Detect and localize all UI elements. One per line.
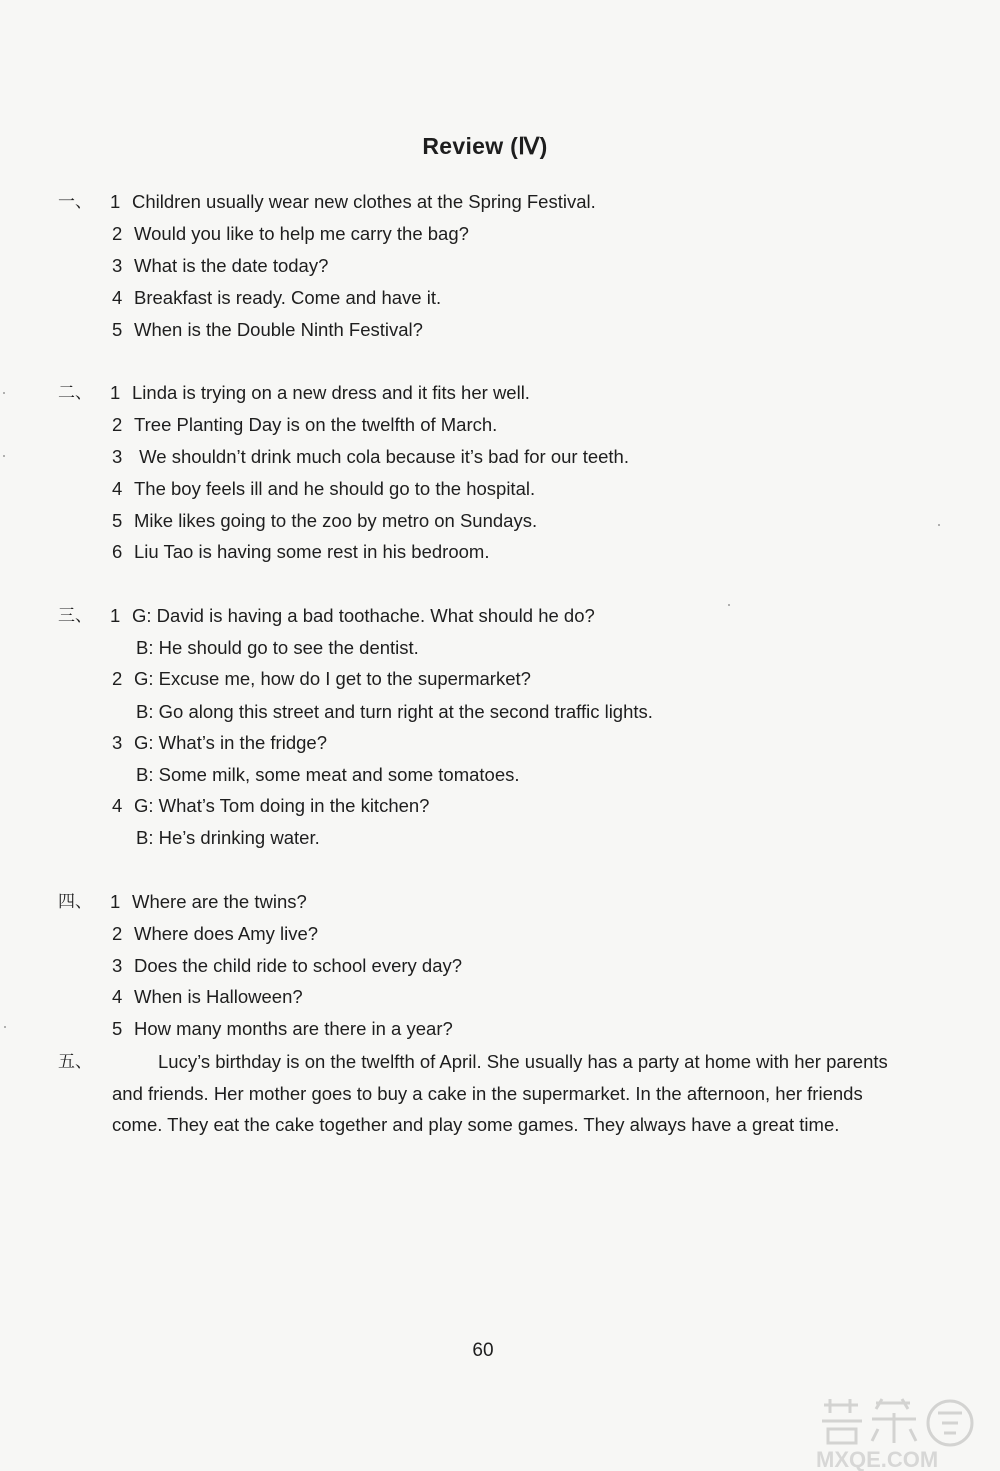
- dialogue-line: [136, 822, 320, 854]
- scan-speck: [728, 604, 730, 606]
- item-text: Where are the twins?: [132, 891, 307, 912]
- list-item: [112, 218, 469, 250]
- item-number: 2: [112, 223, 123, 244]
- dialogue-line: [136, 759, 520, 791]
- item-number: 5: [112, 1018, 123, 1039]
- item-number: 3: [112, 446, 123, 467]
- boy-line: B: He should go to see the dentist.: [136, 637, 419, 658]
- dialogue-line: [112, 790, 429, 822]
- item-number: 4: [112, 478, 123, 499]
- boy-line: B: Some milk, some meat and some tomatoes.: [136, 764, 520, 785]
- item-number: 2: [112, 668, 123, 689]
- boy-line: B: He’s drinking water.: [136, 827, 320, 848]
- item-number: 2: [112, 923, 123, 944]
- item-text: The boy feels ill and he should go to the hospital.: [134, 478, 536, 499]
- list-item: [112, 505, 537, 537]
- list-item: [112, 441, 629, 473]
- item-number: 6: [112, 541, 123, 562]
- item-number: 3: [112, 732, 123, 753]
- list-item: [112, 536, 489, 568]
- item-number: 1: [110, 605, 121, 626]
- list-item: [112, 1013, 453, 1045]
- section-marker: 五、: [58, 1052, 92, 1072]
- watermark-logo: [810, 1395, 990, 1471]
- item-text: Liu Tao is having some rest in his bedroom.: [134, 541, 490, 562]
- girl-line: G: Excuse me, how do I get to the supermarket?: [134, 668, 531, 689]
- item-text: How many months are there in a year?: [134, 1018, 453, 1039]
- item-text: Linda is trying on a new dress and it fits her well.: [132, 382, 530, 403]
- girl-line: G: David is having a bad toothache. What should he do?: [132, 605, 595, 626]
- list-item: [110, 886, 307, 918]
- item-text: Where does Amy live?: [134, 923, 319, 944]
- section-marker: 一、: [58, 192, 92, 212]
- dialogue-line: [112, 663, 531, 695]
- list-item: [112, 314, 423, 346]
- item-text: What is the date today?: [134, 255, 329, 276]
- item-number: 4: [112, 986, 123, 1007]
- list-item: [112, 950, 462, 982]
- section-marker: 三、: [58, 606, 92, 626]
- list-item: [112, 282, 441, 314]
- boy-line: B: Go along this street and turn right at the second traffic lights.: [136, 701, 653, 722]
- list-item: [112, 409, 497, 441]
- scan-speck: [3, 455, 5, 457]
- dialogue-line: [136, 632, 419, 664]
- item-text: Does the child ride to school every day?: [134, 955, 463, 976]
- item-number: 3: [112, 255, 123, 276]
- item-number: 5: [112, 319, 123, 340]
- item-number: 2: [112, 414, 123, 435]
- item-text: When is Halloween?: [134, 986, 303, 1007]
- item-text: Breakfast is ready. Come and have it.: [134, 287, 442, 308]
- list-item: [112, 250, 328, 282]
- dialogue-line: [110, 600, 595, 632]
- list-item: [110, 186, 596, 218]
- item-text: Children usually wear new clothes at the Spring Festival.: [132, 191, 596, 212]
- section-marker: 二、: [58, 383, 92, 403]
- item-number: 5: [112, 510, 123, 531]
- girl-line: G: What’s Tom doing in the kitchen?: [134, 795, 430, 816]
- scan-speck: [938, 524, 940, 526]
- scan-speck: [4, 1026, 6, 1028]
- list-item: [112, 918, 318, 950]
- watermark-text: MXQE.COM: [816, 1447, 939, 1471]
- item-text: Tree Planting Day is on the twelfth of March.: [134, 414, 498, 435]
- page-title: Review (Ⅳ): [422, 133, 548, 159]
- page-number: 60: [472, 1340, 494, 1361]
- item-number: 1: [110, 382, 121, 403]
- dialogue-line: [112, 727, 327, 759]
- list-item: [110, 377, 530, 409]
- list-item: [112, 981, 303, 1013]
- item-number: 4: [112, 287, 123, 308]
- dialogue-line: [136, 696, 653, 728]
- item-number: 3: [112, 955, 123, 976]
- item-text: Mike likes going to the zoo by metro on Sundays.: [134, 510, 538, 531]
- item-number: 1: [110, 891, 121, 912]
- item-text: When is the Double Ninth Festival?: [134, 319, 423, 340]
- item-text: Would you like to help me carry the bag?: [134, 223, 469, 244]
- item-number: 1: [110, 191, 121, 212]
- section-marker: 四、: [58, 892, 92, 912]
- item-number: 4: [112, 795, 123, 816]
- item-text: We shouldn’t drink much cola because it’s bad for our teeth.: [134, 446, 629, 467]
- scan-speck: [3, 392, 5, 394]
- passage-paragraph: Lucy’s birthday is on the twelfth of April. She usually has a party at home with her parents and friends. Her mother goes to buy a cake in the supermarket. In the afternoon, her friends come. They eat the cake together and play some games. They always have a great time.: [112, 1051, 888, 1135]
- girl-line: G: What’s in the fridge?: [134, 732, 327, 753]
- list-item: [112, 473, 535, 505]
